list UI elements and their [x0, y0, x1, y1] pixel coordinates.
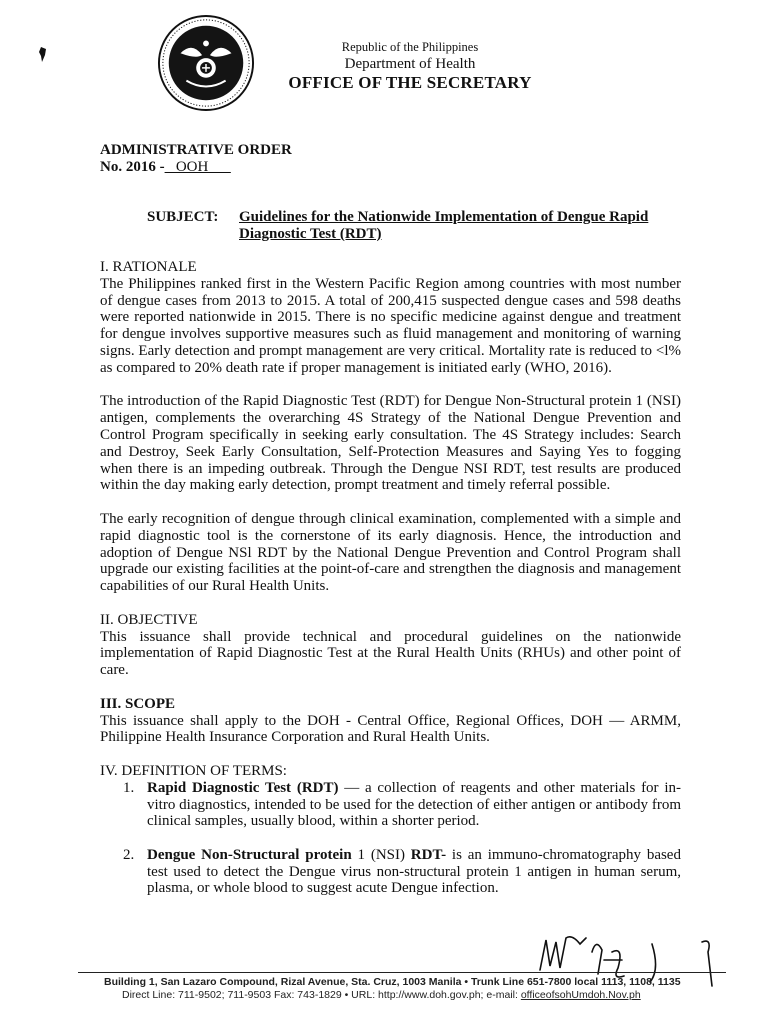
list-item [100, 780, 681, 830]
rationale-paragraph-1: The Philippines ranked first in the Western Pacific Region among countries with most number of dengue cases from 2013 to 2015. A total of 200,415 suspected dengue cases and 598 deaths were reported nationwide in 2015. There is no specific medicine against dengue and treatment for dengue involves supportive measures such as fluid management and monitoring of warning signs. Early detection and prompt management are very critical. Mortality rate is reduced to <l% as compared to 20% death rate if proper management is initiated early (WHO, 2016). [100, 275, 681, 376]
republic-line: Republic of the Philippines [341, 40, 479, 54]
scope-paragraph: This issuance shall apply to the DOH - Central Office, Regional Offices, DOH — ARMM, Philippine Health Insurance Corporation and Rural Health Units. [100, 712, 681, 746]
footer [78, 972, 728, 1002]
footer-contact-line [122, 989, 728, 1002]
objective-heading: II. OBJECTIVE [100, 611, 198, 628]
definition-term-suffix: RDT- [410, 846, 447, 863]
definition-term-middle: 1 (NSI) [351, 846, 411, 863]
subject-text: Guidelines for the Nationwide Implementation of Dengue Rapid Diagnostic Test (RDT) [239, 209, 649, 242]
scan-mark [38, 46, 48, 64]
scope-heading: III. SCOPE [100, 695, 176, 712]
administrative-order-block [100, 142, 292, 176]
footer-contact: Direct Line: 711-9502; 711-9503 Fax: 743-1829 • URL: http://www.doh.gov.ph; e-mail: [122, 989, 521, 1001]
list-item [100, 847, 681, 897]
footer-address: Building 1, San Lazaro Compound, Rizal Avenue, Sta. Cruz, 1003 Manila • Trunk Line 651-7800 local 1113, 1108, 1135 [104, 976, 681, 988]
rationale-paragraph-3: The early recognition of dengue through clinical examination, complemented with a simple and rapid diagnostic tool is the cornerstone of its early diagnosis. Hence, the introduction and adoption of Dengue NSl RDT by the National Dengue Prevention and Control Program shall upgrade our existing facilities at the point-of-care and strengthen the diagnosis and management capabilities of our Rural Health Units. [100, 510, 681, 595]
footer-email-link[interactable]: officeofsohUmdoh.Nov.ph [520, 989, 641, 1001]
definition-term: Rapid Diagnostic Test (RDT) [147, 779, 339, 796]
definitions-list [100, 780, 681, 898]
order-number-prefix: No. 2016 - [100, 159, 165, 175]
order-number-value: OOH [164, 159, 231, 175]
office-title: OFFICE OF THE SECRETARY [288, 73, 532, 92]
list-item-number: 1. [123, 779, 135, 796]
order-number [100, 159, 292, 176]
definition-term: Dengue Non-Structural protein [147, 846, 352, 863]
department-line: Department of Health [344, 56, 476, 72]
doh-seal-icon [157, 14, 255, 112]
footer-rule [78, 972, 726, 973]
letterhead [250, 40, 570, 93]
definition-text: is an immuno-chromatography based test used to detect the Dengue virus non-structural protein 1 antigen in human serum, plasma, or whole blood to suggest acute Dengue infection. [147, 846, 681, 897]
subject-label: SUBJECT: [147, 209, 219, 225]
rationale-paragraph-2: The introduction of the Rapid Diagnostic Test (RDT) for Dengue Non-Structural protein 1 (NSI) antigen, complements the overarching 4S Strategy of the National Dengue Prevention and Control Program specifically in seeking early consultation. The 4S Strategy includes: Search and Destroy, Seek Early Consultation, Self-Protection Measures and Saying Yes to fogging when there is an impeding outbreak. Through the Dengue NSI RDT, test results are produced within the day making early detection, prompt treatment and timely referral possible. [100, 393, 681, 494]
order-title: ADMINISTRATIVE ORDER [100, 142, 292, 158]
objective-paragraph: This issuance shall provide technical and procedural guidelines on the nationwide implementation of Rapid Diagnostic Test at the Rural Health Units (RHUs) and other point of care. [100, 628, 681, 679]
document-body [100, 259, 681, 897]
definitions-heading: IV. DEFINITION OF TERMS: [100, 762, 287, 779]
list-item-number: 2. [123, 846, 135, 863]
definition-text: — a collection of reagents and other materials for in- vitro diagnostics, intended to be used for the detection of either antigen or antibody from clinical samples, usually blood, within a shorter period. [147, 779, 681, 830]
rationale-heading: I. RATIONALE [100, 259, 197, 275]
